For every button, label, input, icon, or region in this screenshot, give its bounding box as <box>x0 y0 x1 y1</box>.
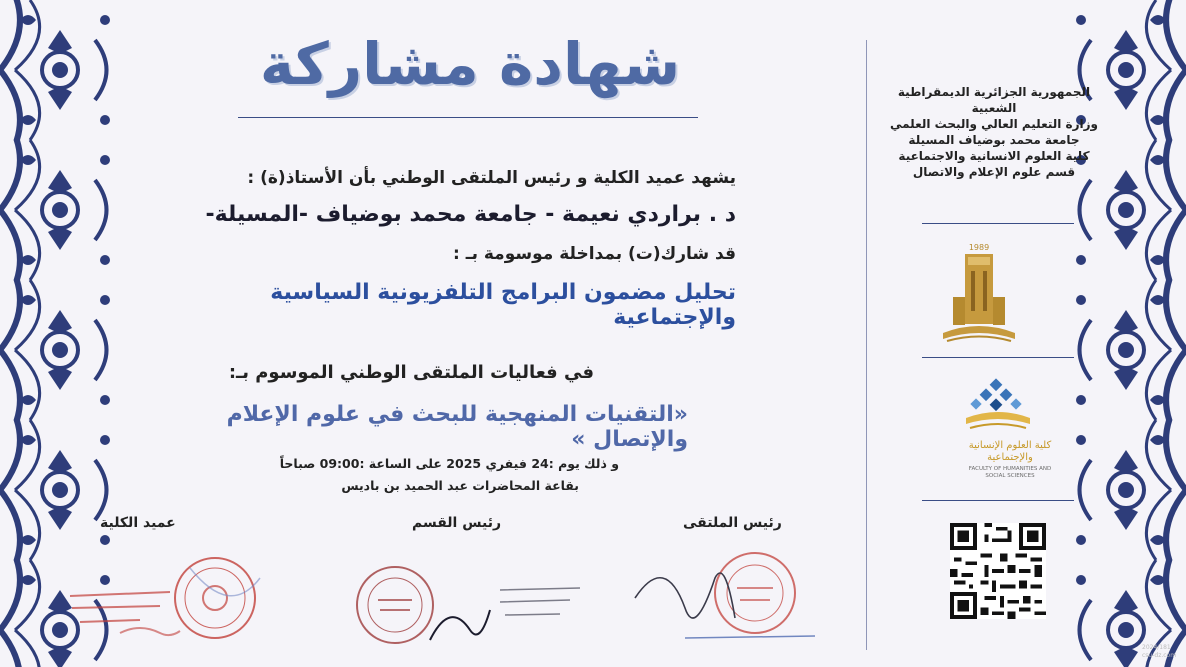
title-underline <box>238 117 698 118</box>
institution-line-3: جامعة محمد بوضياف المسيلة <box>908 133 1080 147</box>
qr-code-icon <box>950 523 1046 619</box>
conf-signature-label: رئيس الملتقى <box>683 515 782 531</box>
paper-title: تحليل مضمون البرامج التلفزيونية السياسية والإجتماعية <box>270 280 736 330</box>
date-line: و ذلك يوم :24 فيفري 2025 على الساعة :09:00 صباحاً <box>279 456 619 471</box>
university-tower-logo-icon <box>943 237 1015 349</box>
corner-note <box>1142 644 1176 660</box>
vertical-divider <box>866 40 867 650</box>
faculty-logo-english: FACULTY OF HUMANITIES AND SOCIAL SCIENCES <box>968 466 1052 479</box>
divider-1 <box>922 223 1074 224</box>
event-intro: في فعاليات الملتقى الوطني الموسوم بـ: <box>228 362 594 383</box>
event-title: «التقنيات المنهجية للبحث في علوم الإعلام والإتصال » <box>226 402 688 452</box>
institution-line-5: قسم علوم الإعلام والاتصال <box>912 165 1076 179</box>
dean-signature-label: عميد الكلية <box>100 515 176 531</box>
corner-note-line-2: csu-dz.com <box>1142 652 1177 659</box>
dean-stamp-icon <box>60 548 280 648</box>
institution-line-1: الجمهورية الجزائرية الديمقراطية الشعبية <box>897 85 1091 115</box>
dept-stamp-icon <box>350 560 600 655</box>
institution-header <box>880 84 1108 180</box>
faculty-logo-arabic: كلية العلوم الإنسانية والإجتماعية <box>968 440 1052 463</box>
dept-signature-label: رئيس القسم <box>412 515 502 531</box>
attest-line: يشهد عميد الكلية و رئيس الملتقى الوطني بأن الأستاذ(ة) : <box>247 168 736 188</box>
divider-3 <box>922 500 1074 501</box>
conf-stamp-icon <box>625 548 825 648</box>
divider-2 <box>922 357 1074 358</box>
corner-note-line-1: 2024/181 <box>1142 644 1171 651</box>
institution-line-4: كلية العلوم الانسانية والاجتماعية <box>898 149 1090 163</box>
hall-line: بقاعة المحاضرات عبد الحميد بن باديس <box>341 478 579 493</box>
university-logo-year: 1989 <box>968 243 990 252</box>
institution-line-2: وزارة التعليم العالي والبحث العلمي <box>889 117 1099 131</box>
participated-line: قد شارك(ت) بمداخلة موسومة بـ : <box>453 244 736 264</box>
certificate-title: شهادة مشاركة <box>259 30 681 98</box>
faculty-book-logo-icon <box>958 376 1038 438</box>
participant-name: د . براردي نعيمة - جامعة محمد بوضياف -المسيلة- <box>205 202 736 227</box>
